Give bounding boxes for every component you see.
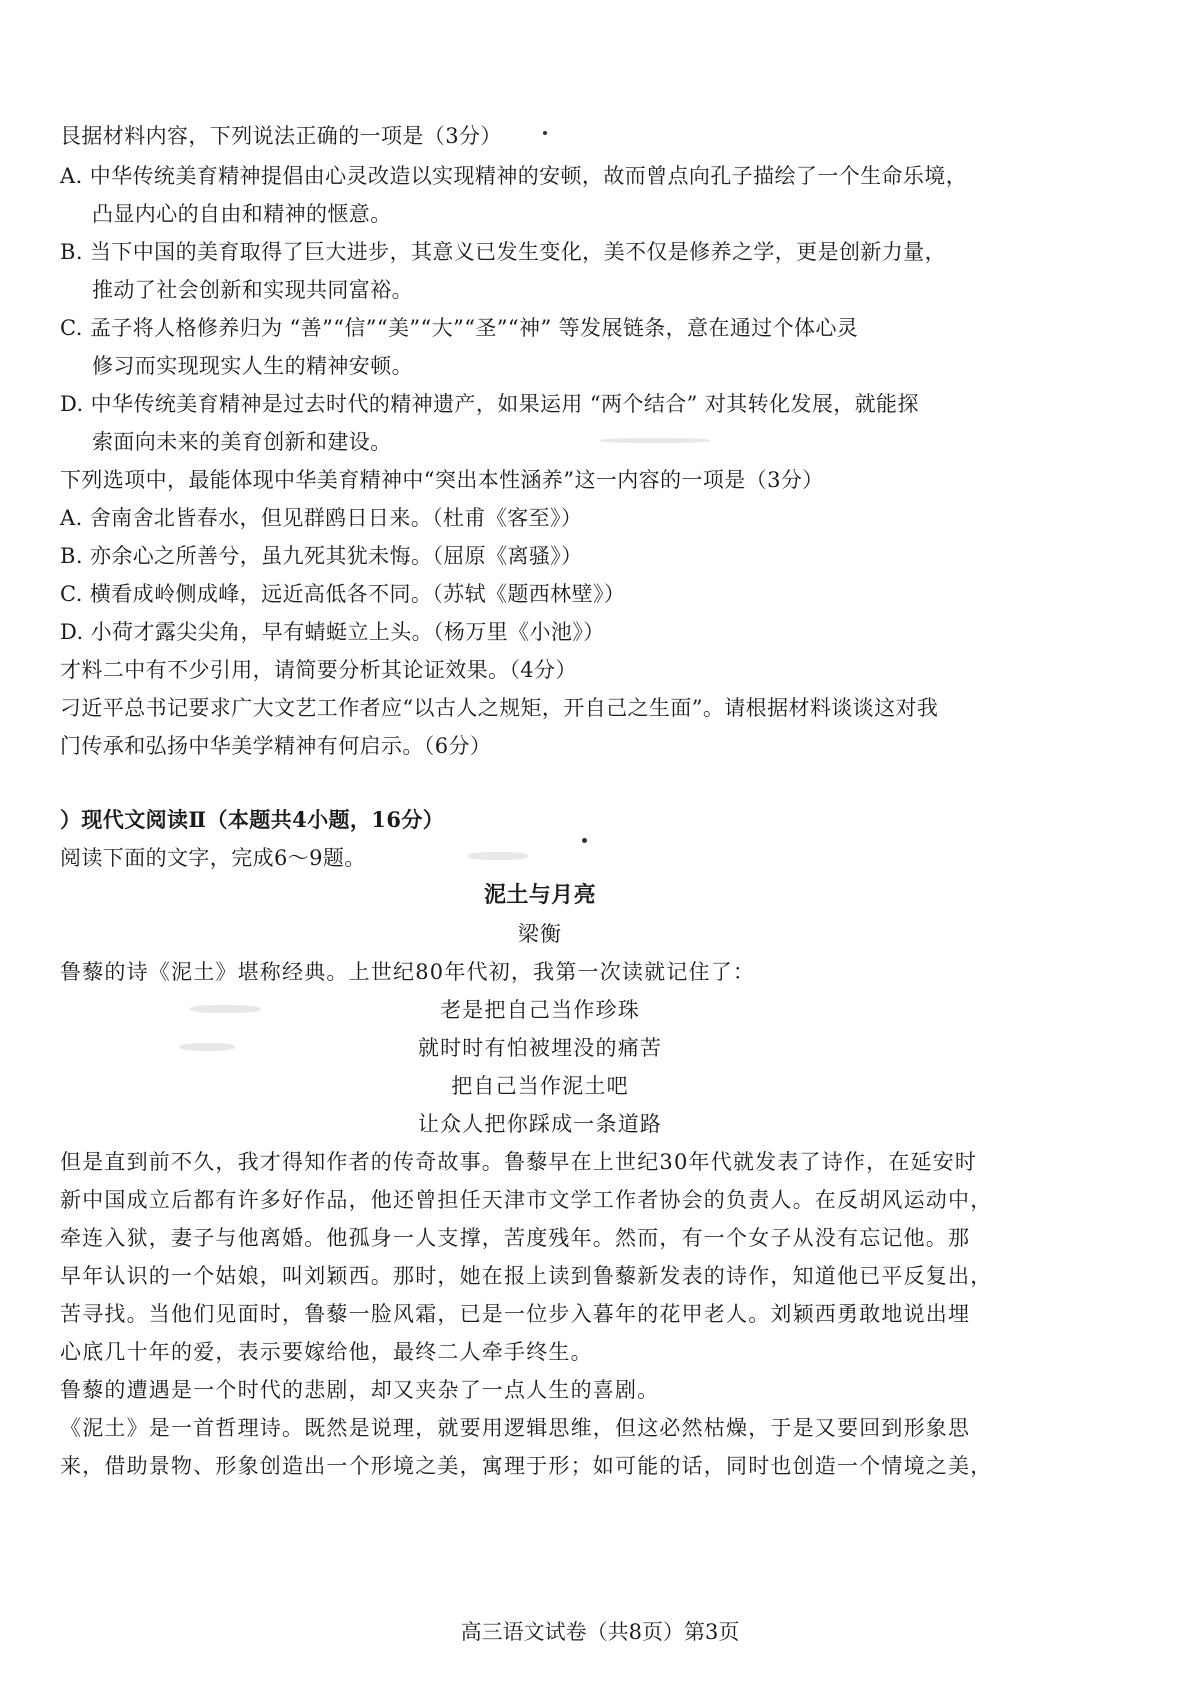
page-footer: 高三语文试卷（共8页）第3页 — [460, 1620, 740, 1644]
article-paragraph-line: 牵连入狱，妻子与他离婚。他孤身一人支撑，苦度残年。然而，有一个女子从没有忘记他。那 — [60, 1226, 971, 1250]
scan-smudge — [468, 852, 528, 860]
q6-line1: 刁近平总书记要求广大文艺工作者应“以古人之规矩，开自己之生面”。请根据材料谈谈这对我 — [60, 696, 939, 720]
q3-stem: 艮据材料内容，下列说法正确的一项是（3分） — [60, 124, 502, 148]
article-paragraph-line: 鲁藜的遭遇是一个时代的悲剧，却又夹杂了一点人生的喜剧。 — [60, 1378, 660, 1402]
article-paragraph-line: 新中国成立后都有许多好作品，他还曾担任天津市文学工作者协会的负责人。在反胡风运动中， — [60, 1188, 993, 1212]
q3-option-a-line1: A. 中华传统美育精神提倡由心灵改造以实现精神的安顿，故而曾点向孔子描绘了一个生命乐境， — [60, 164, 968, 188]
poem-line: 老是把自己当作珍珠 — [440, 998, 640, 1022]
q4-option-d: D. 小荷才露尖尖角，早有蜻蜓立上头。（杨万里《小池》） — [60, 620, 605, 644]
article-paragraph-line: 但是直到前不久，我才得知作者的传奇故事。鲁藜早在上世纪30年代就发表了诗作，在延安时 — [60, 1150, 978, 1174]
q3-option-d-line1: D. 中华传统美育精神是过去时代的精神遗产，如果运用 “两个结合” 对其转化发展，就能探 — [60, 392, 919, 416]
article-paragraph-line: 心底几十年的爱，表示要嫁给他，最终二人牵手终生。 — [60, 1340, 593, 1364]
q5-text: 才料二中有不少引用，请简要分析其论证效果。（4分） — [60, 658, 577, 682]
q3-option-c-line1: C. 孟子将人格修养归为 “善”“信”“美”“大”“圣”“神” 等发展链条，意在通过个体心灵 — [60, 316, 859, 340]
q3-option-b-line2: 推动了社会创新和实现共同富裕。 — [92, 278, 413, 302]
q3-option-b-line1: B. 当下中国的美育取得了巨大进步，其意义已发生变化，美不仅是修养之学，更是创新力量， — [60, 240, 946, 264]
article-intro: 鲁藜的诗《泥土》堪称经典。上世纪80年代初，我第一次读就记住了： — [60, 960, 756, 984]
poem-line: 把自己当作泥土吧 — [451, 1074, 629, 1098]
section-instruction: 阅读下面的文字，完成6～9题。 — [60, 846, 366, 870]
scan-speck — [543, 131, 547, 135]
scan-speck — [582, 838, 587, 843]
section-heading: ）现代文阅读Ⅱ（本题共4小题，16分） — [60, 807, 445, 832]
q3-option-a-line2: 凸显内心的自由和精神的惬意。 — [92, 202, 392, 226]
q3-option-c-line2: 修习而实现现实人生的精神安顿。 — [92, 354, 413, 378]
q4-stem: 下列选项中，最能体现中华美育精神中“突出本性涵养”这一内容的一项是（3分） — [60, 468, 824, 492]
q4-option-c: C. 横看成岭侧成峰，远近高低各不同。（苏轼《题西林壁》） — [60, 582, 626, 606]
article-paragraph-line: 苦寻找。当他们见面时，鲁藜一脸风霜，已是一位步入暮年的花甲老人。刘颖西勇敢地说出埋 — [60, 1302, 971, 1326]
q6-line2: 门传承和弘扬中华美学精神有何启示。（6分） — [60, 734, 492, 758]
article-paragraph-line: 《泥土》是一首哲理诗。既然是说理，就要用逻辑思维，但这必然枯燥，于是又要回到形象思 — [60, 1416, 971, 1440]
q3-option-d-line2: 索面向未来的美育创新和建设。 — [92, 430, 392, 454]
article-author: 梁衡 — [517, 922, 563, 946]
scan-smudge — [190, 1005, 260, 1013]
scan-smudge — [600, 438, 710, 443]
q4-option-b: B. 亦余心之所善兮，虽九死其犹未悔。（屈原《离骚》） — [60, 544, 583, 568]
scan-smudge — [180, 1043, 235, 1051]
article-paragraph-line: 来，借助景物、形象创造出一个形境之美，寓理于形；如可能的话，同时也创造一个情境之美， — [60, 1454, 993, 1478]
article-paragraph-line: 早年认识的一个姑娘，叫刘颖西。那时，她在报上读到鲁藜新发表的诗作，知道他已平反复出， — [60, 1264, 993, 1288]
q4-option-a: A. 舍南舍北皆春水，但见群鸥日日来。（杜甫《客至》） — [60, 506, 583, 530]
article-title: 泥土与月亮 — [483, 883, 596, 908]
poem-line: 让众人把你踩成一条道路 — [417, 1112, 663, 1136]
poem-line: 就时时有怕被埋没的痛苦 — [417, 1036, 663, 1060]
